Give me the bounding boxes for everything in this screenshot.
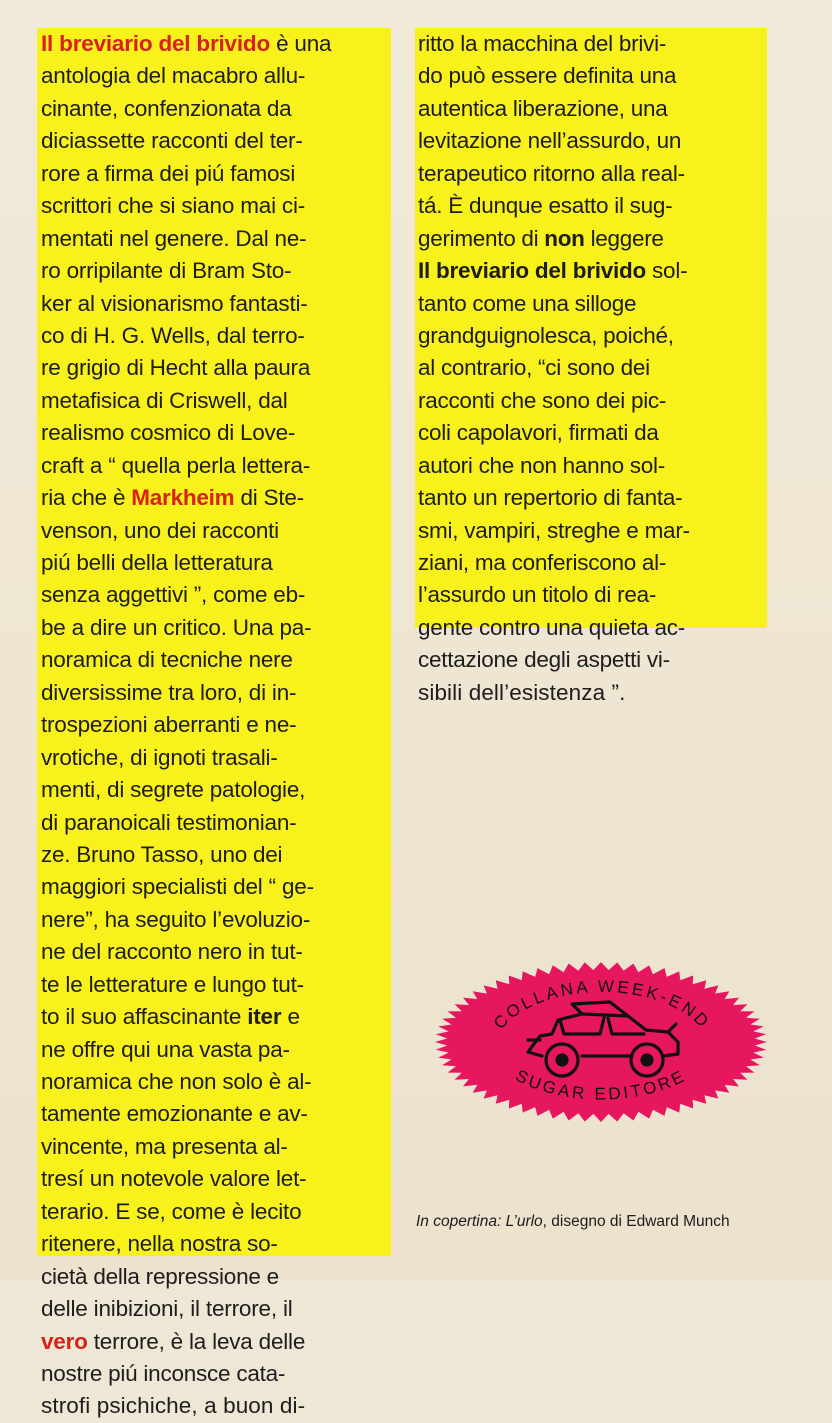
text-line — [41, 1358, 391, 1390]
text-line — [418, 320, 767, 352]
text-line — [418, 417, 767, 449]
text-line — [41, 28, 391, 60]
body-text: cietà della repressione e — [41, 1263, 279, 1289]
body-text: diciassette racconti del ter- — [41, 128, 303, 154]
text-line — [41, 1293, 391, 1325]
text-line — [418, 385, 767, 417]
body-text: realismo cosmico di Love- — [41, 420, 296, 446]
text-line — [41, 1326, 391, 1358]
text-line — [41, 1066, 391, 1098]
text-line — [41, 515, 391, 547]
body-text: tanto come una silloge — [418, 290, 637, 316]
body-text: gerimento di — [418, 225, 545, 251]
body-text: strofi psichiche, a buon di- — [41, 1393, 306, 1419]
text-line — [41, 190, 391, 222]
body-text: al contrario, “ci sono dei — [418, 355, 650, 381]
text-line — [41, 60, 391, 92]
body-text: gente contro una quieta ac- — [418, 614, 685, 640]
body-text: to il suo affascinante — [41, 1004, 248, 1030]
text-line — [41, 612, 391, 644]
body-text: di Ste- — [234, 485, 304, 511]
text-line — [418, 93, 767, 125]
bold-text: iter — [247, 1004, 282, 1030]
text-line — [41, 450, 391, 482]
text-line — [418, 677, 767, 709]
body-text: mentati nel genere. Dal ne- — [41, 225, 307, 251]
text-line — [41, 1261, 391, 1293]
seal-bottom-text: SUGAR EDITORE — [512, 1065, 690, 1104]
body-text: è una — [270, 31, 332, 56]
text-line — [418, 579, 767, 611]
body-text: ker al visionarismo fantasti- — [41, 290, 308, 316]
text-line — [41, 93, 391, 125]
body-text: grandguignolesca, poiché, — [418, 322, 674, 348]
text-line — [41, 1196, 391, 1228]
text-line — [41, 839, 391, 871]
text-line — [41, 158, 391, 190]
body-text: terapeutico ritorno alla real- — [418, 160, 685, 186]
body-text: di paranoicali testimonian- — [41, 809, 297, 835]
body-text: be a dire un critico. Una pa- — [41, 614, 312, 640]
body-text: ze. Bruno Tasso, uno dei — [41, 841, 283, 867]
text-line — [41, 125, 391, 157]
body-text: antologia del macabro allu- — [41, 63, 306, 89]
text-line — [41, 385, 391, 417]
text-line — [41, 1034, 391, 1066]
body-text: smi, vampiri, streghe e mar- — [418, 517, 690, 543]
body-text: ro orripilante di Bram Sto- — [41, 258, 292, 284]
body-text: ritenere, nella nostra so- — [41, 1231, 278, 1257]
blurb-column-left — [37, 28, 391, 1419]
body-text: cinante, confenzionata da — [41, 95, 292, 121]
body-text: tamente emozionante e av- — [41, 1101, 308, 1127]
body-text: autori che non hanno sol- — [418, 452, 665, 478]
text-line — [418, 190, 767, 222]
bold-text: Il breviario del brivido — [418, 258, 647, 284]
body-text: cettazione degli aspetti vi- — [418, 647, 670, 673]
text-line — [41, 709, 391, 741]
body-text: noramica di tecniche nere — [41, 647, 293, 673]
body-text: diversissime tra loro, di in- — [41, 679, 297, 705]
body-text: ritto la macchina del brivi- — [418, 31, 667, 56]
body-text: nere”, ha seguito l’evoluzio- — [41, 906, 311, 932]
text-line — [418, 482, 767, 514]
text-line — [418, 450, 767, 482]
text-line — [41, 320, 391, 352]
highlighted-title-text: vero — [41, 1328, 88, 1354]
text-line — [418, 644, 767, 676]
body-text: sibili dell’esistenza ”. — [418, 679, 626, 705]
body-text: scrittori che si siano mai ci- — [41, 193, 306, 219]
text-line — [41, 417, 391, 449]
body-text: coli capolavori, firmati da — [418, 420, 659, 446]
body-text: vrotiche, di ignoti trasali- — [41, 744, 278, 770]
body-text: co di H. G. Wells, dal terro- — [41, 322, 305, 348]
text-line — [41, 1163, 391, 1195]
body-text: ziani, ma conferiscono al- — [418, 550, 667, 575]
body-text: rore a firma dei piú famosi — [41, 160, 296, 186]
text-line — [418, 223, 767, 255]
text-line — [41, 288, 391, 320]
text-line — [41, 677, 391, 709]
seal-top-text: COLLANA WEEK-END — [489, 976, 715, 1033]
cover-credit-caption — [416, 1212, 796, 1232]
body-text: vincente, ma presenta al- — [41, 1133, 288, 1159]
text-line — [41, 223, 391, 255]
text-line — [41, 644, 391, 676]
text-line — [418, 125, 767, 157]
body-text: l’assurdo un titolo di rea- — [418, 582, 657, 608]
bold-text: non — [544, 225, 585, 251]
body-text: tresí un notevole valore let- — [41, 1166, 307, 1192]
body-text: menti, di segrete patologie, — [41, 777, 306, 803]
text-line — [41, 255, 391, 287]
body-text: do può essere definita una — [418, 63, 677, 89]
body-text: venson, uno dei racconti — [41, 517, 279, 543]
body-text: levitazione nell’assurdo, un — [418, 128, 682, 154]
body-text: leggere — [584, 225, 664, 251]
text-line — [41, 1131, 391, 1163]
text-line — [418, 158, 767, 190]
caption-artwork-title: L’urlo — [505, 1213, 543, 1230]
text-line — [41, 969, 391, 1001]
body-text: delle inibizioni, il terrore, il — [41, 1296, 293, 1322]
blurb-column-right — [415, 28, 767, 705]
body-text: racconti che sono dei pic- — [418, 387, 667, 413]
body-text: sol- — [646, 258, 688, 284]
text-line — [41, 1001, 391, 1033]
body-text: craft a “ quella perla lettera- — [41, 452, 311, 478]
text-line — [41, 774, 391, 806]
body-text: ne del racconto nero in tut- — [41, 939, 303, 965]
body-text: ne offre qui una vasta pa- — [41, 1036, 290, 1062]
highlighted-title-text: Markheim — [131, 485, 235, 511]
body-text: tá. È dunque esatto il sug- — [418, 193, 673, 219]
body-text: maggiori specialisti del “ ge- — [41, 874, 314, 900]
text-line — [418, 515, 767, 547]
text-line — [418, 547, 767, 579]
text-line — [41, 1228, 391, 1260]
body-text: nostre piú inconsce cata- — [41, 1360, 286, 1386]
text-line — [41, 936, 391, 968]
body-text: piú belli della letteratura — [41, 550, 273, 575]
text-line — [418, 288, 767, 320]
text-line — [41, 871, 391, 903]
caption-credit: , disegno di Edward Munch — [542, 1213, 730, 1230]
body-text: te le letterature e lungo tut- — [41, 971, 304, 997]
body-text: noramica che non solo è al- — [41, 1069, 312, 1094]
body-text: senza aggettivi ”, come eb- — [41, 582, 306, 608]
text-line — [418, 612, 767, 644]
caption-prefix: In copertina: — [416, 1213, 506, 1230]
text-line — [418, 255, 767, 287]
text-line — [41, 807, 391, 839]
publisher-seal — [432, 960, 770, 1124]
text-line — [418, 60, 767, 92]
text-line — [41, 482, 391, 514]
body-text: re grigio di Hecht alla paura — [41, 355, 311, 381]
text-line — [41, 547, 391, 579]
body-text: ria che è — [41, 485, 132, 511]
text-line — [41, 1098, 391, 1130]
text-line — [41, 1390, 391, 1422]
body-text: metafisica di Criswell, dal — [41, 387, 288, 413]
body-text: e — [281, 1004, 300, 1030]
text-line — [41, 742, 391, 774]
text-line — [41, 352, 391, 384]
text-line — [41, 579, 391, 611]
text-line — [418, 352, 767, 384]
body-text: autentica liberazione, una — [418, 95, 668, 121]
text-line — [418, 28, 767, 60]
highlighted-title-text: Il breviario del brivido — [41, 31, 271, 56]
body-text: terario. E se, come è lecito — [41, 1198, 302, 1224]
body-text: terrore, è la leva delle — [87, 1328, 306, 1354]
body-text: trospezioni aberranti e ne- — [41, 712, 297, 738]
text-line — [41, 904, 391, 936]
body-text: tanto un repertorio di fanta- — [418, 485, 683, 511]
